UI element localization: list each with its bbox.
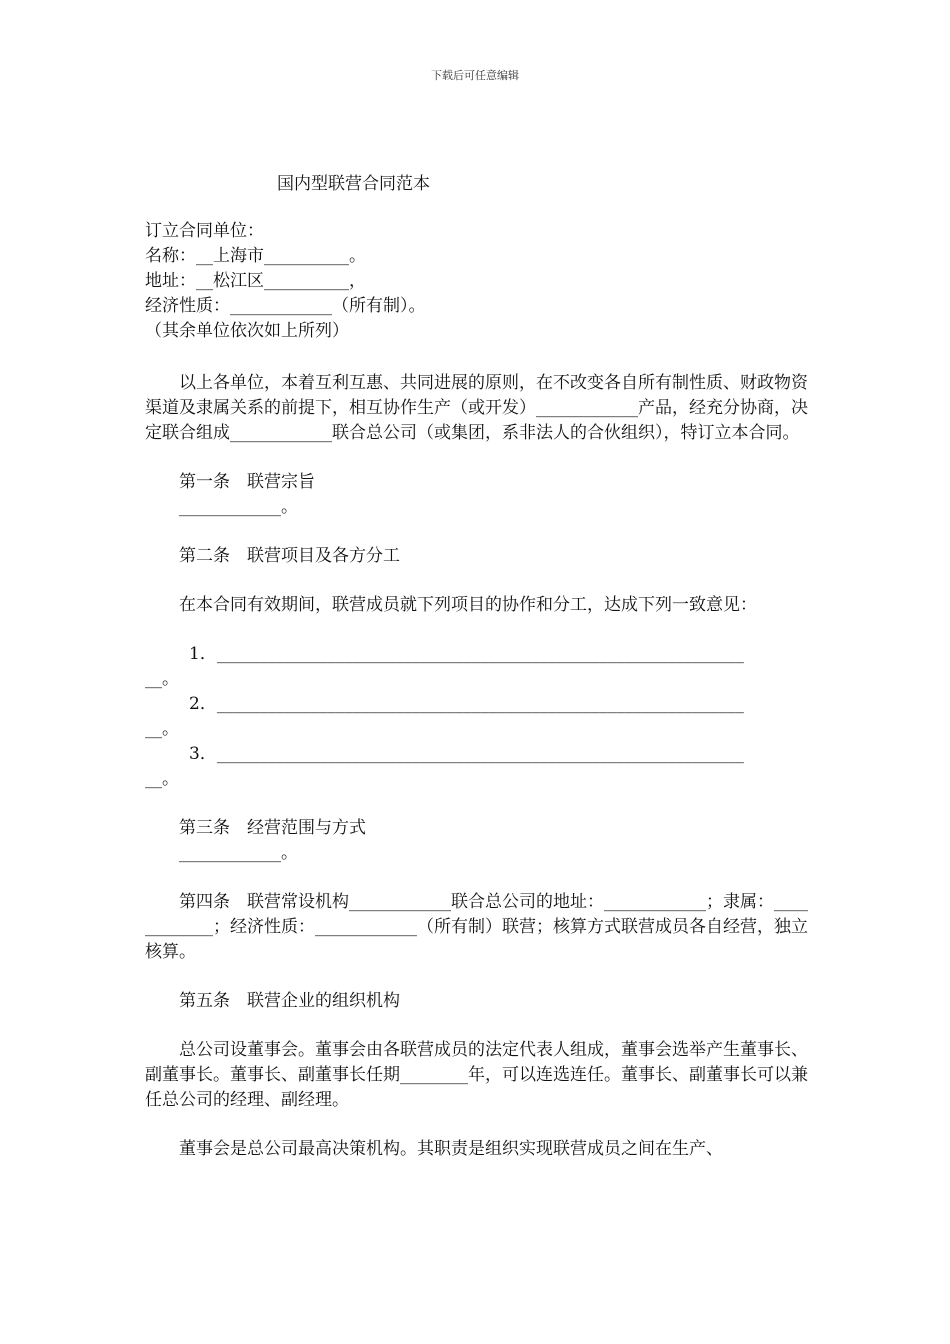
party-name: 名称：__上海市__________。 — [145, 246, 366, 266]
article-3-body: ____________。 — [179, 843, 298, 863]
parties-note: （其余单位依次如上所列） — [145, 321, 349, 341]
article-2-item-3-tail: __。 — [145, 769, 179, 789]
intro-paragraph: 以上各单位，本着互利互惠、共同进展的原则，在不改变各自所有制性质、财政物资渠道及隶属关系的前提下，相互协作生产（或开发）____________产品，经充分协商，决定联合组成____________联合总公司（或集团，系非法人的合伙组织），特订立本合同。 — [145, 373, 808, 443]
contract-body — [145, 172, 810, 1162]
page-header: 下载后可任意编辑 — [431, 69, 519, 82]
article-3-heading: 第三条 经营范围与方式 — [179, 818, 366, 838]
article-1-body: ____________。 — [179, 497, 298, 517]
article-2-item-1-tail: __。 — [145, 669, 179, 689]
article-5-paragraph-2: 董事会是总公司最高决策机构。其职责是组织实现联营成员之间在生产、 — [179, 1139, 723, 1159]
parties-heading: 订立合同单位： — [145, 221, 264, 241]
article-2-item-2-tail: __。 — [145, 719, 179, 739]
article-5-heading: 第五条 联营企业的组织机构 — [179, 991, 400, 1011]
article-2-item-1: 1．______________________________________________________________ — [189, 644, 744, 664]
party-nature: 经济性质：____________（所有制）。 — [145, 296, 426, 316]
party-address: 地址：__松江区__________， — [145, 271, 366, 291]
article-5-paragraph-1: 总公司设董事会。董事会由各联营成员的法定代表人组成，董事会选举产生董事长、副董事长。董事长、副董事长任期________年，可以连选连任。董事长、副董事长可以兼任总公司的经理、副经理。 — [145, 1040, 808, 1110]
article-2-item-2: 2．______________________________________________________________ — [189, 694, 744, 714]
article-1-heading: 第一条 联营宗旨 — [179, 472, 315, 492]
article-2-body: 在本合同有效期间，联营成员就下列项目的协作和分工，达成下列一致意见： — [179, 595, 757, 615]
article-2-item-3: 3．______________________________________________________________ — [189, 744, 744, 764]
document-title: 国内型联营合同范本 — [277, 174, 430, 194]
article-2-heading: 第二条 联营项目及各方分工 — [179, 546, 400, 566]
article-4-paragraph: 第四条 联营常设机构____________联合总公司的地址：____________；隶属：____________；经济性质：____________（所有制）联营；核算方式联营成员各自经营，独立核算。 — [145, 892, 808, 962]
